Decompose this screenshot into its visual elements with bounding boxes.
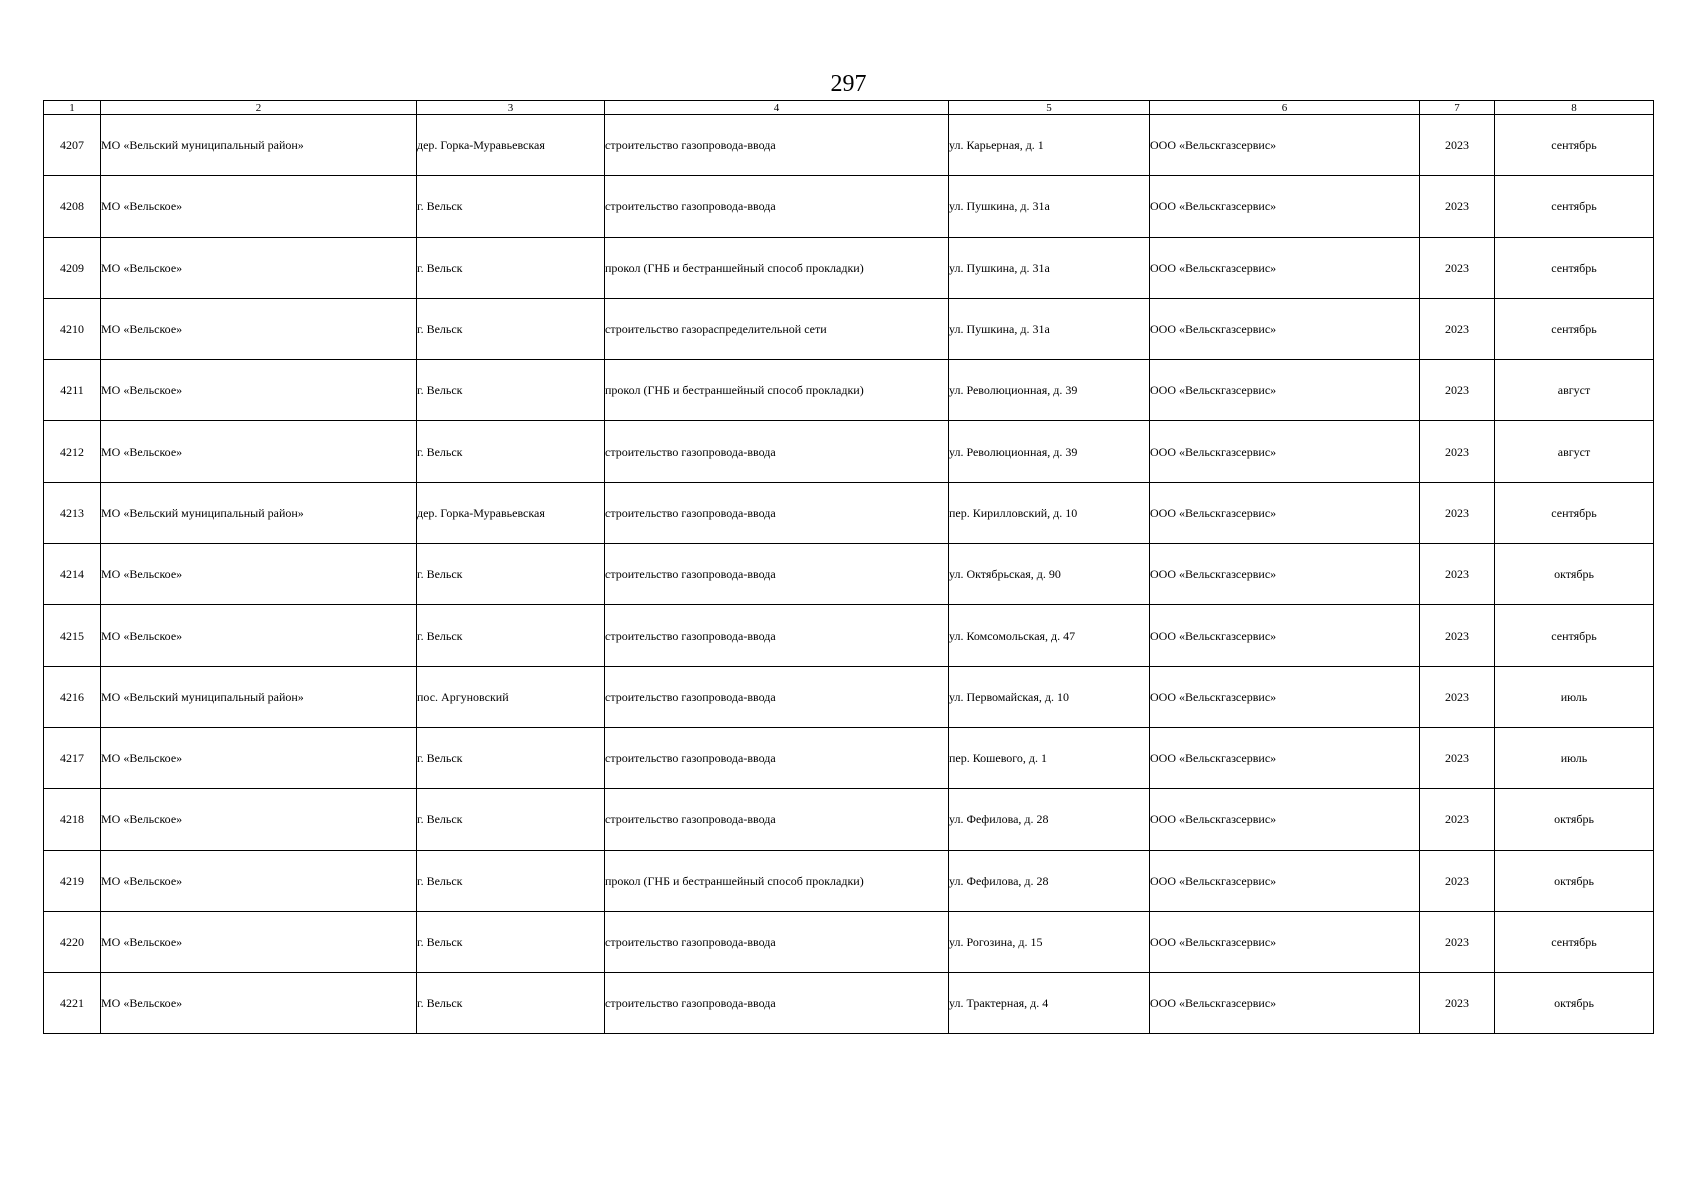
month-cell: июль <box>1495 666 1654 727</box>
municipality-cell: МО «Вельское» <box>101 237 417 298</box>
year-cell: 2023 <box>1420 115 1495 176</box>
column-header: 4 <box>605 101 949 115</box>
address-cell: пер. Кирилловский, д. 10 <box>949 482 1150 543</box>
year-cell: 2023 <box>1420 727 1495 788</box>
settlement-cell: пос. Аргуновский <box>417 666 605 727</box>
table-row <box>44 973 1654 1034</box>
row-number-cell: 4221 <box>44 973 101 1034</box>
work-type-cell: прокол (ГНБ и бестраншейный способ прокладки) <box>605 360 949 421</box>
month-cell: октябрь <box>1495 973 1654 1034</box>
page-number: 297 <box>830 71 867 97</box>
column-header: 7 <box>1420 101 1495 115</box>
month-cell: октябрь <box>1495 544 1654 605</box>
column-header: 5 <box>949 101 1150 115</box>
address-cell: ул. Пушкина, д. 31а <box>949 298 1150 359</box>
municipality-cell: МО «Вельское» <box>101 789 417 850</box>
data-table <box>43 100 1654 1034</box>
month-cell: сентябрь <box>1495 298 1654 359</box>
column-header: 1 <box>44 101 101 115</box>
municipality-cell: МО «Вельское» <box>101 360 417 421</box>
municipality-cell: МО «Вельское» <box>101 850 417 911</box>
work-type-cell: строительство газопровода-ввода <box>605 727 949 788</box>
contractor-cell: ООО «Вельскгазсервис» <box>1150 176 1420 237</box>
contractor-cell: ООО «Вельскгазсервис» <box>1150 666 1420 727</box>
address-cell: ул. Трактерная, д. 4 <box>949 973 1150 1034</box>
work-type-cell: строительство газопровода-ввода <box>605 544 949 605</box>
work-type-cell: строительство газораспределительной сети <box>605 298 949 359</box>
row-number-cell: 4218 <box>44 789 101 850</box>
year-cell: 2023 <box>1420 482 1495 543</box>
table-row <box>44 115 1654 176</box>
settlement-cell: г. Вельск <box>417 421 605 482</box>
table-row <box>44 360 1654 421</box>
municipality-cell: МО «Вельский муниципальный район» <box>101 115 417 176</box>
work-type-cell: прокол (ГНБ и бестраншейный способ прокладки) <box>605 850 949 911</box>
month-cell: сентябрь <box>1495 605 1654 666</box>
municipality-cell: МО «Вельское» <box>101 298 417 359</box>
year-cell: 2023 <box>1420 298 1495 359</box>
contractor-cell: ООО «Вельскгазсервис» <box>1150 973 1420 1034</box>
column-header: 2 <box>101 101 417 115</box>
work-type-cell: прокол (ГНБ и бестраншейный способ прокладки) <box>605 237 949 298</box>
work-type-cell: строительство газопровода-ввода <box>605 176 949 237</box>
settlement-cell: г. Вельск <box>417 789 605 850</box>
row-number-cell: 4215 <box>44 605 101 666</box>
table-row <box>44 482 1654 543</box>
contractor-cell: ООО «Вельскгазсервис» <box>1150 237 1420 298</box>
header-row <box>44 101 1654 115</box>
contractor-cell: ООО «Вельскгазсервис» <box>1150 544 1420 605</box>
table-row <box>44 666 1654 727</box>
table-row <box>44 176 1654 237</box>
month-cell: сентябрь <box>1495 911 1654 972</box>
address-cell: ул. Карьерная, д. 1 <box>949 115 1150 176</box>
year-cell: 2023 <box>1420 789 1495 850</box>
table-row <box>44 237 1654 298</box>
column-header: 8 <box>1495 101 1654 115</box>
month-cell: июль <box>1495 727 1654 788</box>
row-number-cell: 4213 <box>44 482 101 543</box>
table-row <box>44 605 1654 666</box>
settlement-cell: г. Вельск <box>417 544 605 605</box>
settlement-cell: г. Вельск <box>417 176 605 237</box>
municipality-cell: МО «Вельское» <box>101 544 417 605</box>
contractor-cell: ООО «Вельскгазсервис» <box>1150 482 1420 543</box>
row-number-cell: 4209 <box>44 237 101 298</box>
column-header: 6 <box>1150 101 1420 115</box>
address-cell: ул. Первомайская, д. 10 <box>949 666 1150 727</box>
work-type-cell: строительство газопровода-ввода <box>605 666 949 727</box>
row-number-cell: 4219 <box>44 850 101 911</box>
row-number-cell: 4212 <box>44 421 101 482</box>
settlement-cell: г. Вельск <box>417 605 605 666</box>
work-type-cell: строительство газопровода-ввода <box>605 789 949 850</box>
month-cell: август <box>1495 421 1654 482</box>
address-cell: ул. Фефилова, д. 28 <box>949 850 1150 911</box>
address-cell: ул. Комсомольская, д. 47 <box>949 605 1150 666</box>
address-cell: ул. Революционная, д. 39 <box>949 360 1150 421</box>
row-number-cell: 4214 <box>44 544 101 605</box>
table-row <box>44 421 1654 482</box>
row-number-cell: 4207 <box>44 115 101 176</box>
municipality-cell: МО «Вельское» <box>101 605 417 666</box>
contractor-cell: ООО «Вельскгазсервис» <box>1150 727 1420 788</box>
year-cell: 2023 <box>1420 850 1495 911</box>
row-number-cell: 4208 <box>44 176 101 237</box>
municipality-cell: МО «Вельское» <box>101 973 417 1034</box>
year-cell: 2023 <box>1420 666 1495 727</box>
settlement-cell: г. Вельск <box>417 298 605 359</box>
settlement-cell: г. Вельск <box>417 727 605 788</box>
settlement-cell: г. Вельск <box>417 360 605 421</box>
address-cell: ул. Пушкина, д. 31а <box>949 237 1150 298</box>
month-cell: октябрь <box>1495 850 1654 911</box>
row-number-cell: 4220 <box>44 911 101 972</box>
address-cell: пер. Кошевого, д. 1 <box>949 727 1150 788</box>
work-type-cell: строительство газопровода-ввода <box>605 482 949 543</box>
month-cell: сентябрь <box>1495 482 1654 543</box>
year-cell: 2023 <box>1420 360 1495 421</box>
month-cell: сентябрь <box>1495 176 1654 237</box>
row-number-cell: 4211 <box>44 360 101 421</box>
settlement-cell: г. Вельск <box>417 237 605 298</box>
municipality-cell: МО «Вельское» <box>101 911 417 972</box>
address-cell: ул. Революционная, д. 39 <box>949 421 1150 482</box>
year-cell: 2023 <box>1420 911 1495 972</box>
municipality-cell: МО «Вельское» <box>101 727 417 788</box>
row-number-cell: 4217 <box>44 727 101 788</box>
year-cell: 2023 <box>1420 605 1495 666</box>
year-cell: 2023 <box>1420 237 1495 298</box>
month-cell: сентябрь <box>1495 115 1654 176</box>
table-row <box>44 727 1654 788</box>
work-type-cell: строительство газопровода-ввода <box>605 605 949 666</box>
table-row <box>44 789 1654 850</box>
address-cell: ул. Фефилова, д. 28 <box>949 789 1150 850</box>
year-cell: 2023 <box>1420 421 1495 482</box>
row-number-cell: 4210 <box>44 298 101 359</box>
work-type-cell: строительство газопровода-ввода <box>605 115 949 176</box>
municipality-cell: МО «Вельское» <box>101 421 417 482</box>
table-row <box>44 911 1654 972</box>
month-cell: сентябрь <box>1495 237 1654 298</box>
contractor-cell: ООО «Вельскгазсервис» <box>1150 115 1420 176</box>
work-type-cell: строительство газопровода-ввода <box>605 911 949 972</box>
contractor-cell: ООО «Вельскгазсервис» <box>1150 360 1420 421</box>
work-type-cell: строительство газопровода-ввода <box>605 421 949 482</box>
contractor-cell: ООО «Вельскгазсервис» <box>1150 298 1420 359</box>
settlement-cell: дер. Горка-Муравьевская <box>417 482 605 543</box>
year-cell: 2023 <box>1420 544 1495 605</box>
settlement-cell: г. Вельск <box>417 850 605 911</box>
column-header: 3 <box>417 101 605 115</box>
contractor-cell: ООО «Вельскгазсервис» <box>1150 789 1420 850</box>
address-cell: ул. Пушкина, д. 31а <box>949 176 1150 237</box>
contractor-cell: ООО «Вельскгазсервис» <box>1150 911 1420 972</box>
table-row <box>44 298 1654 359</box>
municipality-cell: МО «Вельский муниципальный район» <box>101 482 417 543</box>
row-number-cell: 4216 <box>44 666 101 727</box>
year-cell: 2023 <box>1420 973 1495 1034</box>
contractor-cell: ООО «Вельскгазсервис» <box>1150 421 1420 482</box>
address-cell: ул. Рогозина, д. 15 <box>949 911 1150 972</box>
table-row <box>44 544 1654 605</box>
municipality-cell: МО «Вельский муниципальный район» <box>101 666 417 727</box>
year-cell: 2023 <box>1420 176 1495 237</box>
contractor-cell: ООО «Вельскгазсервис» <box>1150 850 1420 911</box>
contractor-cell: ООО «Вельскгазсервис» <box>1150 605 1420 666</box>
address-cell: ул. Октябрьская, д. 90 <box>949 544 1150 605</box>
municipality-cell: МО «Вельское» <box>101 176 417 237</box>
table-row <box>44 850 1654 911</box>
settlement-cell: дер. Горка-Муравьевская <box>417 115 605 176</box>
month-cell: август <box>1495 360 1654 421</box>
settlement-cell: г. Вельск <box>417 973 605 1034</box>
work-type-cell: строительство газопровода-ввода <box>605 973 949 1034</box>
month-cell: октябрь <box>1495 789 1654 850</box>
settlement-cell: г. Вельск <box>417 911 605 972</box>
